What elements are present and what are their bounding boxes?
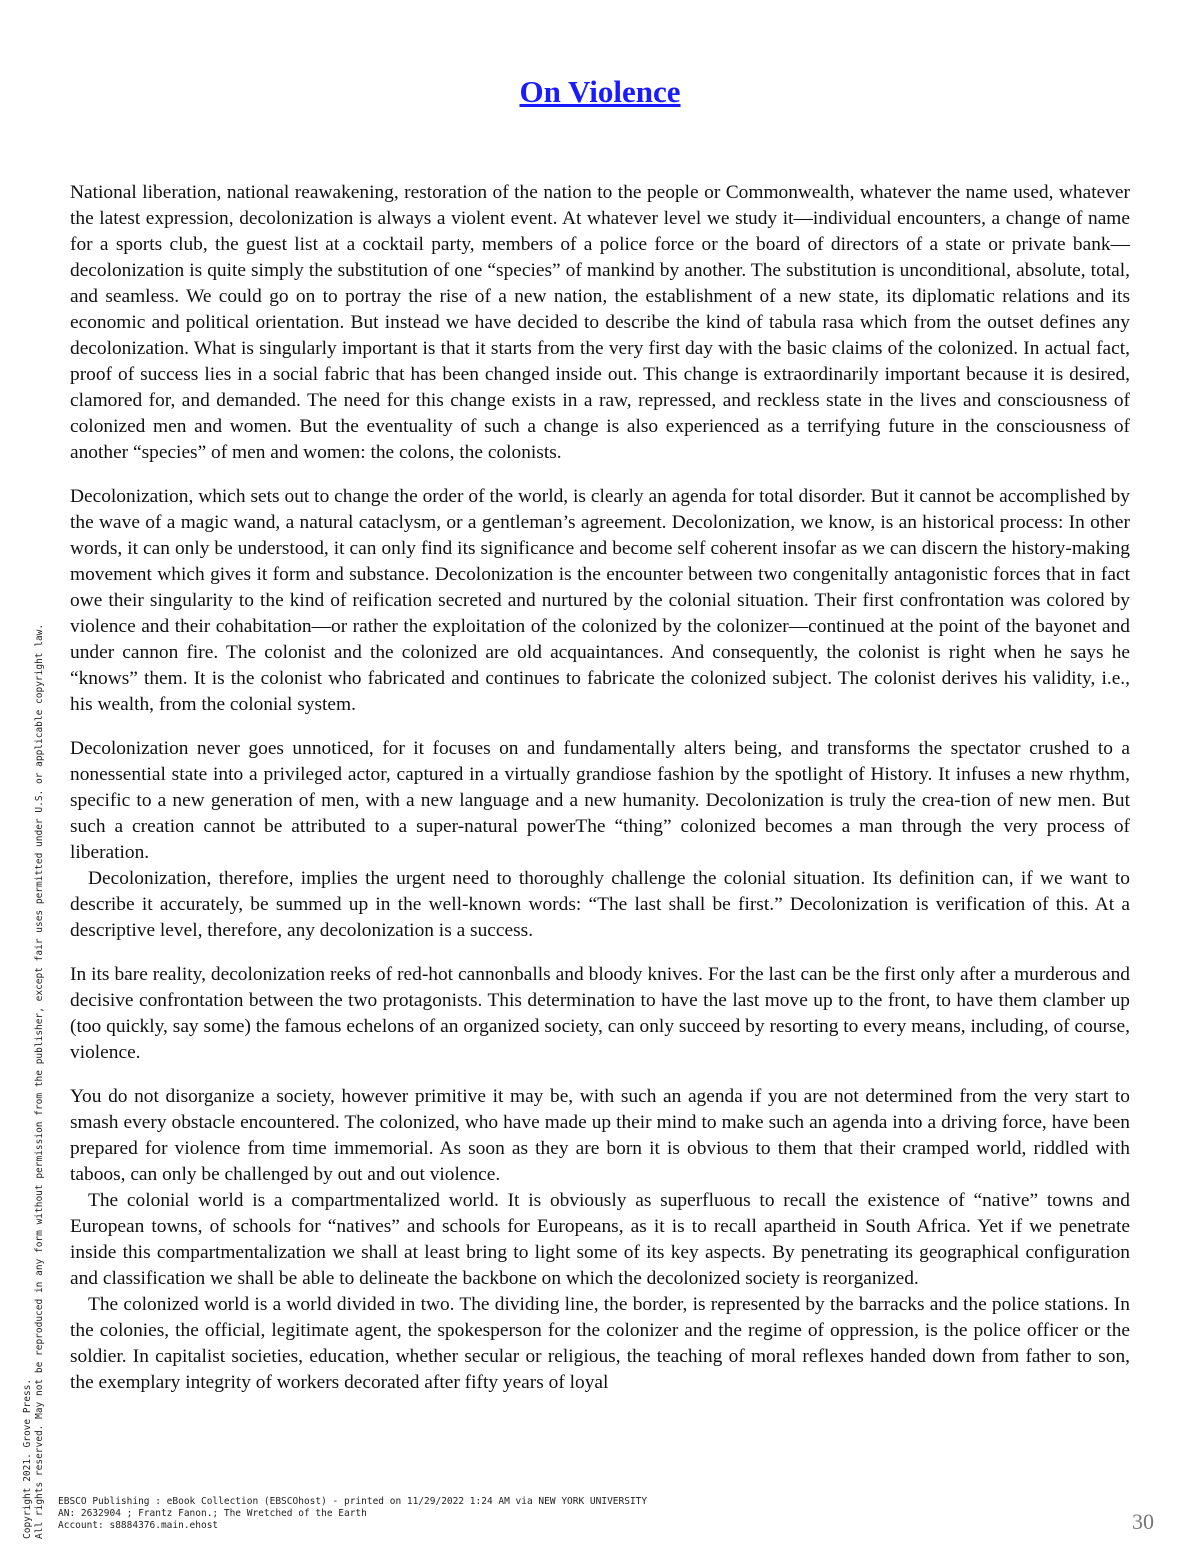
footer-an-line: AN: 2632904 ; Frantz Fanon.; The Wretched of the Earth <box>58 1508 367 1519</box>
paragraph-6: You do not disorganize a society, however primitive it may be, with such an agenda if you are not determined from the very start to smash every obstacle encountered. The colonized, who have made up their mind to make such an agenda into a driving force, have been prepared for violence from time immemorial. As soon as they are born it is obvious to them that their cramped world, riddled with taboos, can only be challenged by out and out violence. <box>70 1086 1130 1185</box>
paragraph-8: The colonized world is a world divided in two. The dividing line, the border, is represented by the barracks and the police stations. In the colonies, the official, legitimate agent, the spokesperson for the colonizer and the regime of oppression, is the police officer or the soldier. In capitalist societies, education, whether secular or religious, the teaching of moral reflexes handed down from father to son, the exemplary integrity of workers decorated after fifty years of loyal <box>70 1294 1130 1393</box>
copyright-margin-notice <box>22 624 46 1539</box>
paragraph-5: In its bare reality, decolonization reeks of red-hot cannonballs and bloody knives. For the last can be the first only after a murderous and decisive confrontation between the two protagonists. This determination to have the last move up to the front, to have them clamber up (too quickly, say some) the famous echelons of an organized society, can only succeed by resorting to every means, including, of course, violence. <box>70 964 1130 1063</box>
paragraph-7: The colonial world is a compartmentalized world. It is obviously as superfluous to recall the existence of “native” towns and European towns, of schools for “natives” and schools for Europeans, as it is to recall apartheid in South Africa. Yet if we penetrate inside this compartmentalization we shall at least bring to light some of its key aspects. By penetrating its geographical configuration and classification we shall be able to delineate the backbone on which the decolonized society is reorganized. <box>70 1190 1130 1289</box>
ebsco-footer <box>58 1496 647 1532</box>
page-number: 30 <box>1132 1509 1154 1534</box>
paragraph-4: Decolonization, therefore, implies the urgent need to thoroughly challenge the colonial situation. Its definition can, if we want to describe it accurately, be summed up in the well-known words: “The last shall be first.” Decolonization is verification of this. At a descriptive level, therefore, any decolonization is a success. <box>70 868 1130 941</box>
paragraph-3: Decolonization never goes unnoticed, for it focuses on and fundamentally alters being, and transforms the spectator crushed to a nonessential state into a privileged actor, captured in a virtually grandiose fashion by the spotlight of History. It infuses a new rhythm, specific to a new generation of men, with a new language and a new humanity. Decolonization is truly the crea-tion of new men. But such a creation cannot be attributed to a super-natural powerThe “thing” colonized becomes a man through the very process of liberation. <box>70 738 1130 863</box>
footer-account-line: Account: s8884376.main.ehost <box>58 1520 219 1531</box>
copyright-line: Copyright 2021. Grove Press. <box>22 1378 33 1539</box>
chapter-title-link[interactable]: On Violence <box>519 74 681 109</box>
paragraph-1: National liberation, national reawakening, restoration of the nation to the people or Commonwealth, whatever the name used, whatever the latest expression, decolonization is always a violent event. At whatever level we study it—individual encounters, a change of name for a sports club, the guest list at a cocktail party, members of a police force or the board of directors of a state or private bank—decolonization is quite simply the substitution of one “species” of mankind by another. The substitution is unconditional, absolute, total, and seamless. We could go on to portray the rise of a new nation, the establishment of a new state, its diplomatic relations and its economic and political orientation. But instead we have decided to describe the kind of tabula rasa which from the outset defines any decolonization. What is singularly important is that it starts from the very first day with the basic claims of the colonized. In actual fact, proof of success lies in a social fabric that has been changed inside out. This change is extraordinarily important because it is desired, clamored for, and demanded. The need for this change exists in a raw, repressed, and reckless state in the lives and consciousness of colonized men and women. But the eventuality of such a change is also experienced as a terrifying future in the consciousness of another “species” of men and women: the colons, the colonists. <box>70 182 1130 463</box>
paragraph-2: Decolonization, which sets out to change the order of the world, is clearly an agenda for total disorder. But it cannot be accomplished by the wave of a magic wand, a natural cataclysm, or a gentleman’s agreement. Decolonization, we know, is an historical process: In other words, it can only be understood, it can only find its significance and become self coherent insofar as we can discern the history-making movement which gives it form and substance. Decolonization is the encounter between two congenitally antagonistic forces that in fact owe their singularity to the kind of reification secreted and nurtured by the colonial situation. Their first confrontation was colored by violence and their cohabitation—or rather the exploitation of the colonized by the colonizer—continued at the point of the bayonet and under cannon fire. The colonist and the colonized are old acquaintances. And consequently, the colonist is right when he says he “knows” them. It is the colonist who fabricated and continues to fabricate the colonized subject. The colonist derives his validity, i.e., his wealth, from the colonial system. <box>70 486 1130 715</box>
footer-print-line: EBSCO Publishing : eBook Collection (EBSCOhost) - printed on 11/29/2022 1:24 AM via NEW YORK UNIVERSITY <box>58 1496 648 1507</box>
chapter-body <box>70 180 1130 1414</box>
rights-line: All rights reserved. May not be reproduced in any form without permission from the publisher, except fair uses permitted under U.S. or applicable copyright law. <box>34 623 45 1539</box>
